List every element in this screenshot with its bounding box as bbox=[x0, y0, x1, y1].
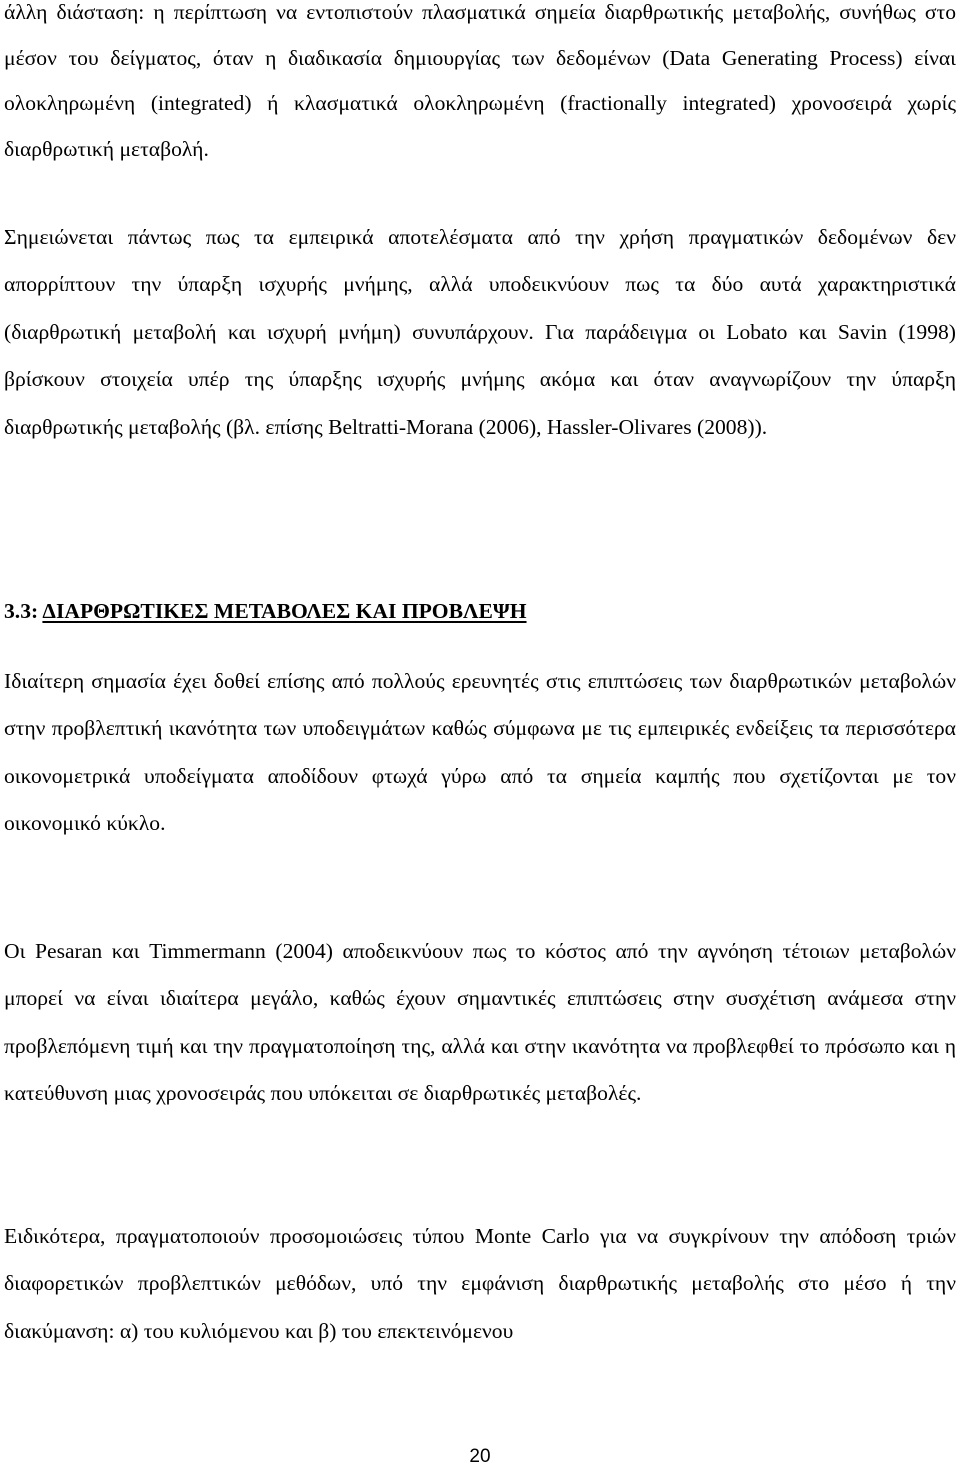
section-title: ΔΙΑΡΘΡΩΤΙΚΕΣ ΜΕΤΑΒΟΛΕΣ ΚΑΙ ΠΡΟΒΛΕΨΗ bbox=[42, 599, 527, 623]
paragraph-monte-carlo: Ειδικότερα, πραγματοποιούν προσομοιώσεις τύπου Monte Carlo για να συγκρίνουν την απόδοση τριών διαφορετικών προβλεπτικών μεθόδων, υπό την εμφάνιση διαρθρωτικής μεταβολής στο μέσο ή την διακύμανση: α) του κυλιόμενου και β) του επεκτεινόμενου bbox=[4, 1224, 956, 1343]
paragraph-pesaran-timmermann: Οι Pesaran και Timmermann (2004) αποδεικνύουν πως το κόστος από την αγνόηση τέτοιων μεταβολών μπορεί να είναι ιδιαίτερα μεγάλο, καθώς έχουν σημαντικές επιπτώσεις στην συσχέτιση ανάμεσα στην προβλεπόμενη τιμή και την πραγματοποίηση της, αλλά και στην ικανότητα να προβλεφθεί το πρόσωπο και η κατεύθυνση μιας χρονοσειράς που υπόκειται σε διαρθρωτικές μεταβολές. bbox=[4, 939, 956, 1106]
section-number: 3.3: bbox=[4, 599, 39, 623]
paragraph-long-memory-coexistence: Σημειώνεται πάντως πως τα εμπειρικά αποτελέσματα από την χρήση πραγματικών δεδομένων δεν απορρίπτουν την ύπαρξη ισχυρής μνήμης, αλλά υποδεικνύουν πως τα δύο αυτά χαρακτηριστικά (διαρθρωτική μεταβολή και ισχυρή μνήμη) συνυπάρχουν. Για παράδειγμα οι Lobato και Savin (1998) βρίσκουν στοιχεία υπέρ της ύπαρξης ισχυρής μνήμης ακόμα και όταν αναγνωρίζουν την ύπαρξη διαρθρωτικής μεταβολής (βλ. επίσης Beltratti-Morana (2006), Hassler-Olivares (2008)). bbox=[4, 225, 956, 439]
paragraph-forecasting-importance: Ιδιαίτερη σημασία έχει δοθεί επίσης από πολλούς ερευνητές στις επιπτώσεις των διαρθρωτικών μεταβολών στην προβλεπτική ικανότητα των υποδειγμάτων καθώς σύμφωνα με τις εμπειρικές ενδείξεις τα περισσότερα οικονομετρικά υποδείγματα αποδίδουν φτωχά γύρω από τα σημεία καμπής που σχετίζονται με τον οικονομικό κύκλο. bbox=[4, 669, 956, 836]
paragraph-structural-break-dimension: άλλη διάσταση: η περίπτωση να εντοπιστούν πλασματικά σημεία διαρθρωτικής μεταβολής, συνήθως στο μέσον του δείγματος, όταν η διαδικασία δημιουργίας των δεδομένων (Data Generating Process) είναι ολοκληρωμένη (integrated) ή κλασματικά ολοκληρωμένη (fractionally integrated) χρονοσειρά χωρίς διαρθρωτική μεταβολή. bbox=[4, 0, 956, 161]
page-number: 20 bbox=[469, 1446, 491, 1467]
section-heading bbox=[4, 588, 527, 635]
